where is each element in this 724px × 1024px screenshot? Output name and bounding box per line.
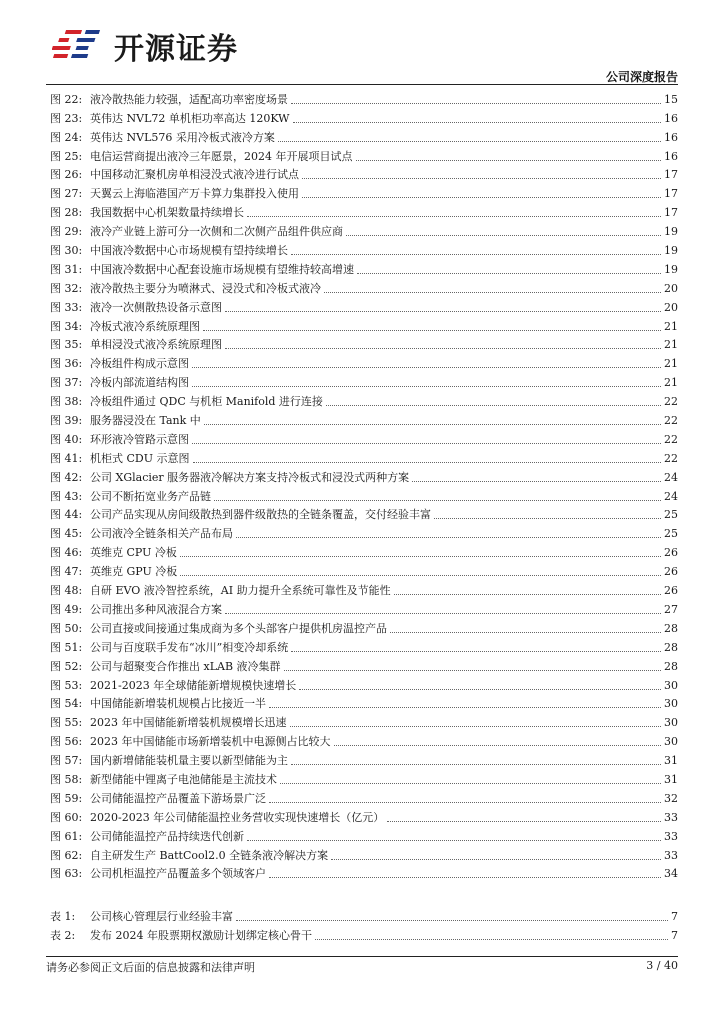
entry-title: 中国液冷数据中心配套设施市场规模有望维持较高增速: [90, 262, 354, 276]
dot-leader: [225, 348, 661, 349]
entry-title: 英维克 CPU 冷板: [90, 546, 177, 560]
dot-leader: [291, 651, 661, 652]
entry-number: 图 59:: [50, 791, 83, 805]
entry-title: 2023 年中国储能市场新增装机中电源侧占比较大: [90, 735, 331, 749]
page-number: 3 / 40: [646, 959, 678, 972]
entry-page: 30: [664, 678, 678, 692]
figure-index-entry[interactable]: [50, 107, 678, 126]
figure-index-entry[interactable]: [50, 711, 678, 730]
dot-leader: [269, 707, 661, 708]
figure-index-entry[interactable]: [50, 541, 678, 560]
dot-leader: [356, 160, 662, 161]
figure-index-entry[interactable]: [50, 88, 678, 107]
entry-title: 自主研发生产 BattCool2.0 全链条液冷解决方案: [90, 848, 329, 862]
figure-index-entry[interactable]: [50, 863, 678, 882]
entry-page: 20: [664, 300, 678, 314]
figure-index-entry[interactable]: [50, 239, 678, 258]
entry-number: 图 28:: [50, 206, 83, 220]
entry-page: 33: [664, 848, 678, 862]
entry-title: 液冷一次侧散热设备示意图: [90, 300, 222, 314]
entry-title: 机柜式 CDU 示意图: [90, 451, 190, 465]
entry-page: 30: [664, 716, 678, 730]
figure-index-entry[interactable]: [50, 296, 678, 315]
entry-number: 图 54:: [50, 697, 83, 711]
entry-page: 31: [664, 772, 678, 786]
entry-title: 公司产品实现从房间级散热到器件级散热的全链条覆盖，交付经验丰富: [90, 508, 431, 522]
entry-page: 21: [664, 319, 678, 333]
entry-title: 2020-2023 年公司储能温控业务营收实现快速增长（亿元）: [90, 810, 385, 824]
entry-page: 33: [664, 810, 678, 824]
entry-title: 英维克 GPU 冷板: [90, 565, 178, 579]
entry-page: 22: [664, 395, 678, 409]
dot-leader: [334, 745, 662, 746]
dot-leader: [236, 537, 661, 538]
entry-page: 26: [664, 584, 678, 598]
figure-index-list: [50, 88, 678, 881]
entry-page: 22: [664, 432, 678, 446]
entry-page: 30: [664, 735, 678, 749]
footer-divider: [46, 956, 678, 957]
dot-leader: [315, 939, 668, 940]
entry-number: 图 45:: [50, 527, 83, 541]
dot-leader: [204, 424, 661, 425]
entry-number: 图 22:: [50, 92, 83, 106]
entry-number: 图 34:: [50, 319, 83, 333]
brand-logo-icon: [52, 24, 112, 68]
entry-number: 图 39:: [50, 414, 83, 428]
page-footer: [46, 959, 678, 975]
entry-title: 冷板组件通过 QDC 与机柜 Manifold 进行连接: [90, 395, 323, 409]
dot-leader: [291, 254, 661, 255]
entry-number: 图 57:: [50, 754, 83, 768]
dot-leader: [192, 386, 661, 387]
dot-leader: [247, 840, 661, 841]
entry-page: 24: [664, 470, 678, 484]
entry-page: 21: [664, 376, 678, 390]
entry-number: 图 60:: [50, 810, 83, 824]
entry-number: 图 55:: [50, 716, 83, 730]
entry-number: 图 33:: [50, 300, 83, 314]
dot-leader: [225, 613, 661, 614]
entry-number: 图 38:: [50, 395, 83, 409]
entry-number: 图 56:: [50, 735, 83, 749]
entry-number: 图 47:: [50, 565, 83, 579]
entry-number: 图 37:: [50, 376, 83, 390]
figure-index-entry[interactable]: [50, 598, 678, 617]
entry-title: 公司与百度联手发布“冰川”相变冷却系统: [90, 640, 289, 654]
entry-page: 17: [664, 187, 678, 201]
entry-page: 17: [664, 168, 678, 182]
entry-number: 表 1:: [50, 909, 76, 923]
entry-number: 图 40:: [50, 432, 83, 446]
entry-title: 公司 XGlacier 服务器液冷解决方案支持冷板式和浸没式两种方案: [90, 470, 410, 484]
figure-index-entry[interactable]: [50, 201, 678, 220]
entry-title: 中国液冷数据中心市场规模有望持续增长: [90, 244, 288, 258]
dot-leader: [269, 877, 661, 878]
entry-page: 15: [664, 92, 678, 106]
entry-title: 公司直接或间接通过集成商为多个头部客户提供机房温控产品: [90, 621, 387, 635]
entry-number: 图 62:: [50, 848, 83, 862]
entry-title: 2023 年中国储能新增装机规模增长迅速: [90, 716, 287, 730]
entry-number: 图 52:: [50, 659, 83, 673]
entry-page: 22: [664, 451, 678, 465]
dot-leader: [236, 920, 668, 921]
dot-leader: [394, 594, 661, 595]
figure-index-entry[interactable]: [50, 371, 678, 390]
dot-leader: [278, 141, 661, 142]
entry-title: 我国数据中心机架数量持续增长: [90, 206, 244, 220]
entry-number: 图 58:: [50, 772, 83, 786]
entry-page: 30: [664, 697, 678, 711]
entry-title: 天翼云上海临港国产万卡算力集群投入使用: [90, 187, 299, 201]
entry-title: 自研 EVO 液冷智控系统，AI 助力提升全系统可靠性及节能性: [90, 584, 391, 598]
entry-page: 21: [664, 357, 678, 371]
entry-title: 冷板式液冷系统原理图: [90, 319, 200, 333]
entry-number: 图 23:: [50, 111, 83, 125]
entry-title: 英伟达 NVL72 单机柜功率高达 120KW: [90, 111, 290, 125]
entry-number: 图 63:: [50, 867, 83, 881]
entry-number: 图 36:: [50, 357, 83, 371]
figure-index-entry[interactable]: [50, 806, 678, 825]
entry-title: 液冷产业链上游可分一次侧和二次侧产品组件供应商: [90, 225, 343, 239]
entry-title: 公司机柜温控产品覆盖多个领域客户: [90, 867, 266, 881]
entry-number: 图 27:: [50, 187, 83, 201]
entry-title: 2021-2023 年全球储能新增规模快速增长: [90, 678, 297, 692]
entry-title: 环形液冷管路示意图: [90, 432, 189, 446]
entry-page: 28: [664, 640, 678, 654]
entry-title: 国内新增储能装机量主要以新型储能为主: [90, 754, 288, 768]
dot-leader: [331, 859, 661, 860]
entry-title: 中国储能新增装机规模占比接近一半: [90, 697, 266, 711]
figure-index-entry[interactable]: [50, 844, 678, 863]
entry-number: 图 43:: [50, 489, 83, 503]
entry-number: 图 26:: [50, 168, 83, 182]
entry-title: 公司液冷全链条相关产品布局: [90, 527, 233, 541]
entry-number: 图 53:: [50, 678, 83, 692]
figure-index-entry[interactable]: [50, 258, 678, 277]
table-index-entry[interactable]: [50, 924, 678, 943]
entry-number: 图 32:: [50, 281, 83, 295]
entry-page: 24: [664, 489, 678, 503]
entry-title: 公司推出多种风液混合方案: [90, 602, 222, 616]
entry-page: 19: [664, 262, 678, 276]
entry-number: 图 49:: [50, 602, 83, 616]
figure-index-entry[interactable]: [50, 315, 678, 334]
entry-title: 液冷散热主要分为喷淋式、浸没式和冷板式液冷: [90, 281, 321, 295]
dot-leader: [290, 726, 662, 727]
entry-page: 19: [664, 244, 678, 258]
dot-leader: [299, 689, 661, 690]
dot-leader: [302, 178, 661, 179]
entry-title: 公司不断拓宽业务产品链: [90, 489, 211, 503]
figure-index-entry[interactable]: [50, 277, 678, 296]
entry-number: 图 30:: [50, 244, 83, 258]
figure-index-entry[interactable]: [50, 164, 678, 183]
figure-index-entry[interactable]: [50, 617, 678, 636]
dot-leader: [193, 462, 662, 463]
entry-page: 20: [664, 281, 678, 295]
entry-page: 16: [664, 130, 678, 144]
dot-leader: [214, 500, 661, 501]
dot-leader: [387, 821, 661, 822]
figure-index-entry[interactable]: [50, 655, 678, 674]
figure-index-entry[interactable]: [50, 466, 678, 485]
entry-number: 图 46:: [50, 546, 83, 560]
entry-number: 图 31:: [50, 262, 83, 276]
entry-number: 图 42:: [50, 470, 83, 484]
dot-leader: [284, 670, 661, 671]
dot-leader: [180, 556, 661, 557]
figure-index-entry[interactable]: [50, 447, 678, 466]
dot-leader: [269, 802, 661, 803]
dot-leader: [192, 367, 661, 368]
entry-page: 31: [664, 754, 678, 768]
entry-number: 表 2:: [50, 928, 76, 942]
figure-index-entry[interactable]: [50, 579, 678, 598]
figure-index-entry[interactable]: [50, 145, 678, 164]
entry-title: 公司储能温控产品持续迭代创新: [90, 829, 244, 843]
figure-index-entry[interactable]: [50, 674, 678, 693]
figure-index-entry[interactable]: [50, 428, 678, 447]
figure-index-entry[interactable]: [50, 768, 678, 787]
figure-index-entry[interactable]: [50, 504, 678, 523]
entry-page: 16: [664, 111, 678, 125]
dot-leader: [357, 273, 661, 274]
table-index-list: [50, 905, 678, 943]
entry-page: 25: [664, 527, 678, 541]
figure-index-entry[interactable]: [50, 522, 678, 541]
entry-number: 图 44:: [50, 508, 83, 522]
dot-leader: [203, 330, 661, 331]
entry-page: 27: [664, 602, 678, 616]
dot-leader: [247, 216, 661, 217]
figure-index-entry[interactable]: [50, 730, 678, 749]
dot-leader: [225, 311, 661, 312]
dot-leader: [192, 443, 661, 444]
entry-number: 图 61:: [50, 829, 83, 843]
entry-page: 16: [664, 149, 678, 163]
entry-number: 图 35:: [50, 338, 83, 352]
header-divider: [46, 84, 678, 85]
entry-title: 电信运营商提出液冷三年愿景，2024 年开展项目试点: [90, 149, 353, 163]
entry-page: 7: [671, 928, 678, 942]
entry-page: 28: [664, 659, 678, 673]
figure-index-entry[interactable]: [50, 182, 678, 201]
figure-index-entry[interactable]: [50, 636, 678, 655]
entry-title: 中国移动汇聚机房单相浸没式液冷进行试点: [90, 168, 299, 182]
dot-leader: [390, 632, 661, 633]
dot-leader: [434, 518, 661, 519]
dot-leader: [346, 235, 661, 236]
entry-title: 新型储能中锂离子电池储能是主流技术: [90, 772, 277, 786]
entry-title: 英伟达 NVL576 采用冷板式液冷方案: [90, 130, 275, 144]
entry-number: 图 24:: [50, 130, 83, 144]
entry-title: 公司核心管理层行业经验丰富: [90, 909, 233, 923]
entry-title: 单相浸没式液冷系统原理图: [90, 338, 222, 352]
dot-leader: [291, 103, 661, 104]
disclaimer-text: 请务必参阅正文后面的信息披露和法律声明: [46, 961, 255, 974]
entry-number: 图 51:: [50, 640, 83, 654]
dot-leader: [324, 292, 661, 293]
dot-leader: [280, 783, 661, 784]
entry-title: 发布 2024 年股票期权激励计划绑定核心骨干: [90, 928, 312, 942]
entry-number: 图 50:: [50, 621, 83, 635]
company-logo: [52, 24, 238, 68]
figure-index-entry[interactable]: [50, 693, 678, 712]
figure-index-entry[interactable]: [50, 126, 678, 145]
brand-name: 开源证券: [114, 32, 238, 67]
entry-title: 冷板内部流道结构图: [90, 376, 189, 390]
entry-number: 图 48:: [50, 584, 83, 598]
entry-page: 26: [664, 565, 678, 579]
figure-index-entry[interactable]: [50, 409, 678, 428]
figure-index-entry[interactable]: [50, 334, 678, 353]
dot-leader: [326, 405, 661, 406]
entry-page: 22: [664, 414, 678, 428]
entry-page: 19: [664, 225, 678, 239]
figure-index-entry[interactable]: [50, 825, 678, 844]
entry-title: 冷板组件构成示意图: [90, 357, 189, 371]
figure-index-entry[interactable]: [50, 749, 678, 768]
entry-page: 28: [664, 621, 678, 635]
dot-leader: [291, 764, 661, 765]
entry-page: 17: [664, 206, 678, 220]
report-type-label: 公司深度报告: [605, 70, 678, 84]
entry-number: 图 29:: [50, 225, 83, 239]
figure-index-entry[interactable]: [50, 485, 678, 504]
dot-leader: [293, 122, 662, 123]
entry-number: 图 25:: [50, 149, 83, 163]
entry-title: 公司与超聚变合作推出 xLAB 液冷集群: [90, 659, 281, 673]
figure-index-entry[interactable]: [50, 390, 678, 409]
dot-leader: [302, 197, 661, 198]
entry-page: 33: [664, 829, 678, 843]
dot-leader: [180, 575, 661, 576]
entry-page: 26: [664, 546, 678, 560]
entry-title: 服务器浸没在 Tank 中: [90, 414, 201, 428]
entry-page: 21: [664, 338, 678, 352]
figure-index-entry[interactable]: [50, 560, 678, 579]
dot-leader: [412, 481, 661, 482]
entry-page: 25: [664, 508, 678, 522]
entry-title: 公司储能温控产品覆盖下游场景广泛: [90, 791, 266, 805]
entry-page: 32: [664, 791, 678, 805]
figure-index-entry[interactable]: [50, 787, 678, 806]
figure-index-entry[interactable]: [50, 220, 678, 239]
table-index-entry[interactable]: [50, 905, 678, 924]
entry-page: 34: [664, 867, 678, 881]
entry-page: 7: [671, 909, 678, 923]
entry-number: 图 41:: [50, 451, 83, 465]
entry-title: 液冷散热能力较强，适配高功率密度场景: [90, 92, 288, 106]
figure-index-entry[interactable]: [50, 352, 678, 371]
